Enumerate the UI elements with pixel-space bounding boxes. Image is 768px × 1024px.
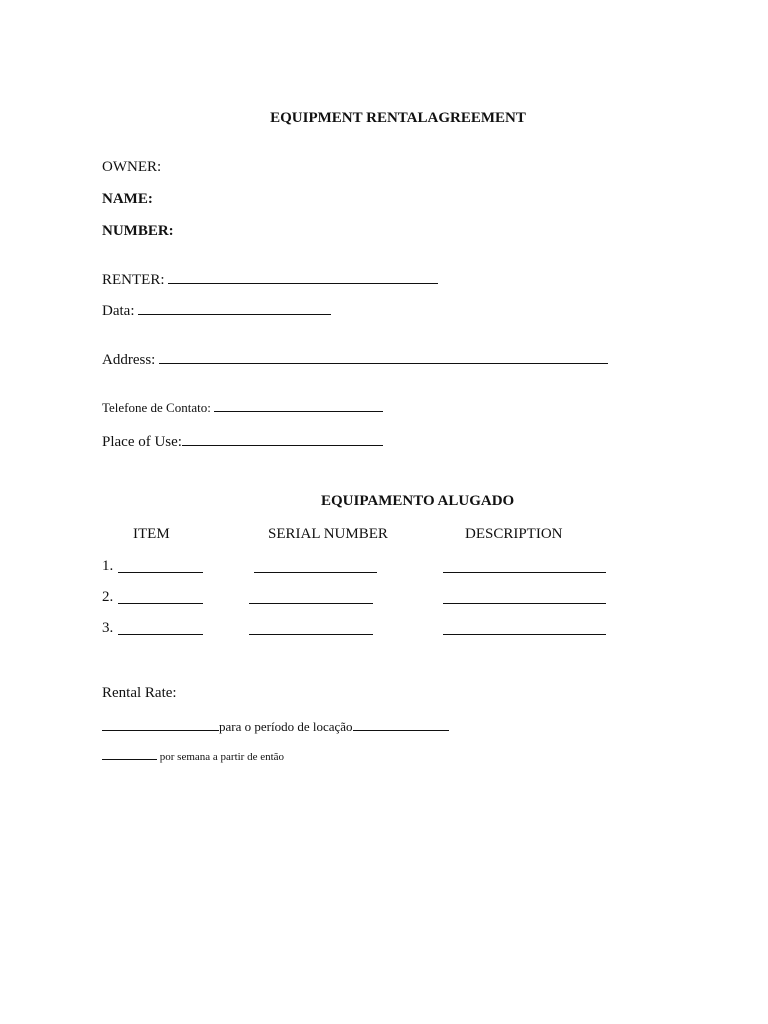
row-serial-blank <box>249 633 373 635</box>
place-field <box>102 433 383 450</box>
renter-label: RENTER: <box>102 272 165 288</box>
name-label: NAME: <box>102 191 153 207</box>
phone-field <box>102 399 383 414</box>
row-number: 1. <box>102 558 114 574</box>
equipment-section-title: EQUIPAMENTO ALUGADO <box>321 493 515 509</box>
row-item-blank <box>118 602 203 604</box>
column-header-description: DESCRIPTION <box>465 526 563 542</box>
row-number: 2. <box>102 589 114 605</box>
renter-blank <box>168 271 438 284</box>
weekly-amount-blank <box>102 749 157 760</box>
column-header-serial: SERIAL NUMBER <box>268 526 388 542</box>
address-label: Address: <box>102 352 156 368</box>
rental-rate-label: Rental Rate: <box>102 685 177 701</box>
rental-period-blank <box>353 718 449 731</box>
rental-period-text: para o período de locação <box>219 719 353 734</box>
address-blank <box>159 351 608 364</box>
row-serial-blank <box>249 602 373 604</box>
phone-label: Telefone de Contato: <box>102 400 211 415</box>
weekly-rate-text: por semana a partir de então <box>159 751 285 763</box>
date-field <box>102 302 331 319</box>
row-description-blank <box>443 571 606 573</box>
row-item-blank <box>118 571 203 573</box>
column-header-item: ITEM <box>133 526 170 542</box>
rental-amount-blank <box>102 718 219 731</box>
row-description-blank <box>443 602 606 604</box>
row-serial-blank <box>254 571 377 573</box>
number-label: NUMBER: <box>102 223 174 239</box>
weekly-rate-field <box>102 749 284 763</box>
phone-blank <box>214 399 383 412</box>
date-label: Data: <box>102 303 135 319</box>
row-number: 3. <box>102 620 114 636</box>
address-field <box>102 351 608 368</box>
place-blank <box>182 433 383 446</box>
row-description-blank <box>443 633 606 635</box>
date-blank <box>138 302 331 315</box>
place-label: Place of Use: <box>102 434 182 450</box>
rental-period-field <box>102 718 449 733</box>
renter-field <box>102 271 438 288</box>
document-title: EQUIPMENT RENTALAGREEMENT <box>270 110 526 126</box>
row-item-blank <box>118 633 203 635</box>
owner-label: OWNER: <box>102 159 162 175</box>
